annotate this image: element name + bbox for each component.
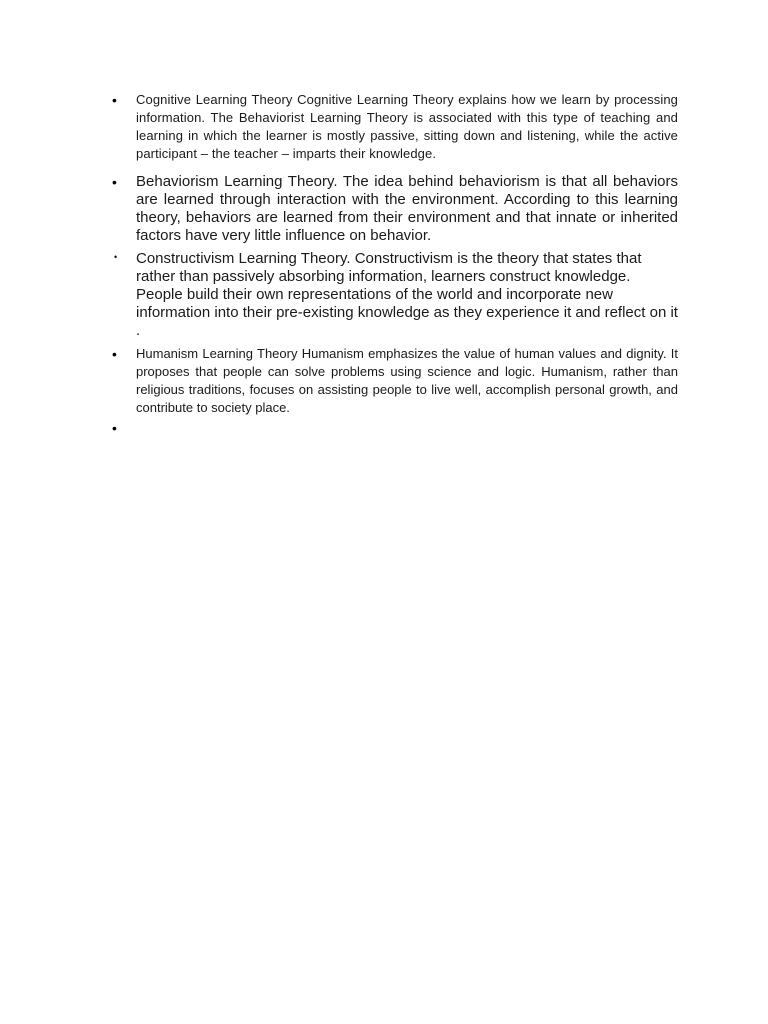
list-item-humanism xyxy=(108,345,678,417)
list-item-text: Humanism Learning Theory Humanism emphasizes the value of human values and dignity. It proposes that people can solve problems using science and logic. Humanism, rather than religious traditions, focuses on assisting people to live well, accomplish personal growth, and contribute to society place. xyxy=(136,346,678,415)
bullet-icon: • xyxy=(112,92,117,108)
list-item-text: Behaviorism Learning Theory. The idea behind behaviorism is that all behaviors are learned through interaction with the environment. According to this learning theory, behaviors are learned from their environment and that innate or inherited factors have very little influence on behavior. xyxy=(136,173,678,244)
bullet-icon: • xyxy=(112,420,117,436)
bullet-icon: • xyxy=(112,174,117,190)
list-item-empty xyxy=(108,419,678,437)
list-item-text: Cognitive Learning Theory Cognitive Learning Theory explains how we learn by processing information. The Behaviorist Learning Theory is associated with this type of teaching and learning in which the learner is mostly passive, sitting down and listening, while the active participant – the teacher – imparts their knowledge. xyxy=(136,92,678,161)
bullet-list xyxy=(108,91,678,437)
list-item-behaviorism xyxy=(108,173,678,245)
bullet-icon: • xyxy=(112,346,117,362)
list-item-constructivism xyxy=(108,250,678,340)
list-item-cognitive xyxy=(108,91,678,163)
list-item-text: Constructivism Learning Theory. Constructivism is the theory that states that rather than passively absorbing information, learners construct knowledge. People build their own representations of the world and incorporate new information into their pre-existing knowledge as they experience it and reflect on it . xyxy=(136,250,678,339)
bullet-icon: • xyxy=(114,252,118,262)
